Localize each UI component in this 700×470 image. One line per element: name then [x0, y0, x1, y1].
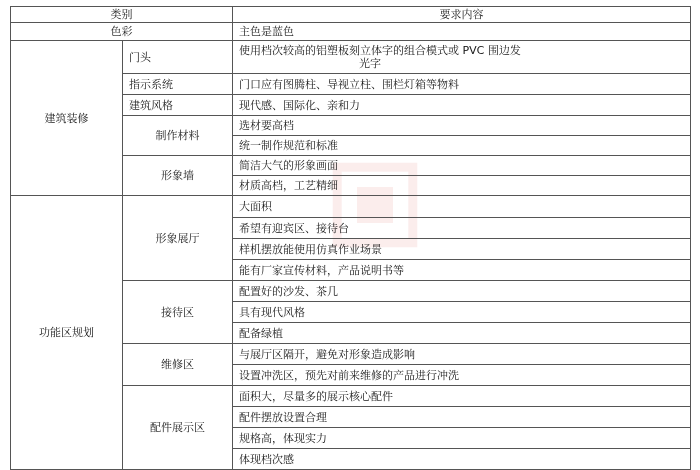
door-value-line1: 使用档次较高的铝塑板刻立体字的组合模式或 PVC 围边发	[239, 44, 521, 57]
color-row	[11, 23, 691, 41]
header-requirements: 要求内容	[233, 7, 691, 23]
showroom-item: 能有厂家宣传材料，产品说明书等	[233, 260, 691, 281]
showroom-item: 样机摆放能使用仿真作业场景	[233, 239, 691, 260]
showroom-label: 形象展厅	[123, 196, 233, 281]
repair-label: 维修区	[123, 344, 233, 386]
reception-item: 配置好的沙发、茶几	[233, 281, 691, 302]
color-label: 色彩	[11, 23, 233, 41]
door-label: 门头	[123, 41, 233, 74]
function-label: 功能区规划	[11, 196, 123, 470]
repair-item: 设置冲洗区，预先对前来维修的产品进行冲洗	[233, 365, 691, 386]
showroom-item: 希望有迎宾区、接待台	[233, 218, 691, 239]
materials-label: 制作材料	[123, 116, 233, 156]
door-value-line2: 光字	[359, 57, 381, 70]
parts-item: 配件摆放设置合理	[233, 407, 691, 428]
showroom-item: 大面积	[233, 196, 691, 218]
image-wall-item: 简洁大气的形象画面	[233, 156, 691, 176]
repair-item: 与展厅区隔开，避免对形象造成影响	[233, 344, 691, 365]
signage-value: 门口应有图腾柱、导视立柱、围栏灯箱等物料	[233, 74, 691, 95]
reception-label: 接待区	[123, 281, 233, 344]
reception-item: 具有现代风格	[233, 302, 691, 323]
image-wall-label: 形象墙	[123, 156, 233, 196]
materials-item: 统一制作规范和标准	[233, 136, 691, 156]
parts-label: 配件展示区	[123, 386, 233, 470]
parts-item: 规格高，体现实力	[233, 428, 691, 449]
reception-item: 配备绿植	[233, 323, 691, 344]
signage-label: 指示系统	[123, 74, 233, 95]
color-value: 主色是蓝色	[233, 23, 691, 41]
parts-item: 面积大，尽量多的展示核心配件	[233, 386, 691, 407]
door-value	[233, 41, 691, 74]
materials-item: 选材要高档	[233, 116, 691, 136]
door-row	[11, 41, 691, 74]
parts-item: 体现档次感	[233, 449, 691, 470]
style-label: 建筑风格	[123, 95, 233, 116]
building-label: 建筑装修	[11, 41, 123, 196]
header-category: 类别	[11, 7, 233, 23]
header-row	[11, 7, 691, 23]
showroom-row-1	[11, 196, 691, 218]
image-wall-item: 材质高档，工艺精细	[233, 176, 691, 196]
style-value: 现代感、国际化、亲和力	[233, 95, 691, 116]
requirements-table	[10, 6, 691, 470]
